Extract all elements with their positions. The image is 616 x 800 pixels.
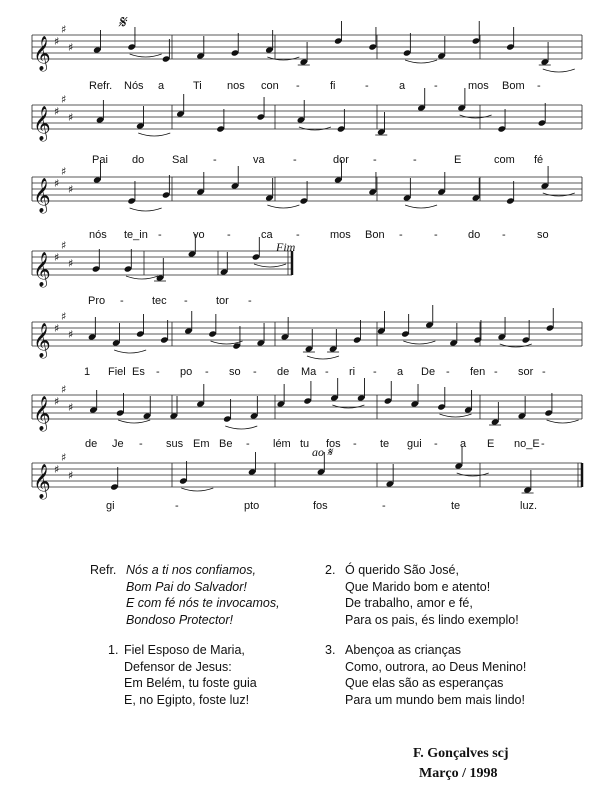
lyric-syllable: fos [326,438,341,450]
refrain-label: Refr. [90,563,117,577]
signature [413,744,509,784]
verse-line: Que Marido bom e atento! [345,579,491,594]
slur-mark [267,205,299,208]
lyric-syllable: - [502,229,506,241]
lyric-syllable: a [158,80,165,92]
lyric-syllable: fen [470,366,486,378]
lyric-syllable: de [85,438,98,450]
lyric-syllable: mos [468,80,489,92]
refrain-line: Bom Pai do Salvador! [126,579,247,594]
refrain-line: Nós a ti nos confiamos, [126,563,256,577]
treble-clef-icon: 𝄞 [33,252,51,287]
sharp-icon: ♯ [54,177,60,190]
lyric-syllable: - [139,438,143,450]
lyric-syllable: E [454,154,462,166]
treble-clef-icon: 𝄞 [33,323,51,358]
lyric-syllable: so [537,229,549,241]
lyric-syllable: do [132,154,145,166]
slur-mark [130,208,162,211]
lyric-syllable: sus [166,438,184,450]
lyric-syllable: ri [349,366,356,378]
lyric-syllable: - [205,366,209,378]
slur-mark [405,205,437,208]
slur-mark [254,264,286,267]
lyric-syllable: - [373,366,377,378]
slur-mark [225,426,257,429]
lyric-syllable: tu [300,438,310,450]
slur-mark [543,193,575,196]
lyric-syllable: - [156,366,160,378]
lyric-syllable: con [261,80,279,92]
refrain-line: Bondoso Protector! [126,612,234,627]
lyric-syllable: - [494,366,498,378]
treble-clef-icon: 𝄞 [33,396,51,431]
sharp-icon: ♯ [68,328,74,341]
slur-mark [405,60,437,63]
slur-mark [457,473,489,476]
verse-number: 1. [108,643,119,657]
dal-segno-marking: ao 𝄋 [312,445,333,459]
lyric-syllable: - [399,229,403,241]
sharp-icon: ♯ [68,41,74,54]
lyric-syllable: - [246,438,250,450]
sharp-icon: ♯ [54,105,60,118]
sharp-icon: ♯ [61,23,67,36]
segno-mark: 𝄋 [118,12,126,32]
lyric-syllable: gi [106,500,115,512]
lyric-syllable: Nós [124,80,144,92]
lyric-syllable: De [421,366,436,378]
treble-clef-icon: 𝄞 [33,178,51,213]
verse-line: Para os pais, és lindo exemplo! [345,612,519,627]
verse-lines [345,642,526,708]
lyric-syllable: Bom [502,80,525,92]
lyric-syllable: Sal [172,154,188,166]
verse-line: Defensor de Jesus: [124,659,232,674]
lyric-syllable: ca [261,229,273,241]
sharp-icon: ♯ [68,111,74,124]
lyric-syllable: luz. [520,500,538,512]
lyric-syllable: com [494,154,515,166]
lyric-syllable: - [296,80,300,92]
lyric-syllable: - [175,500,179,512]
lyric-syllable: - [365,80,369,92]
sharp-icon: ♯ [68,469,74,482]
lyric-syllable: de [277,366,290,378]
lyric-syllable: Es [132,366,145,378]
lyric-syllable: mos [330,229,351,241]
composition-date: Março / 1998 [419,766,498,781]
lyric-syllable: sor [518,366,534,378]
lyric-syllable: tor [216,295,229,307]
verse-line: Como, outrora, ao Deus Menino! [345,659,527,674]
author-name: F. Gonçalves scj [413,746,509,761]
lyric-syllable: so [229,366,241,378]
slur-mark [138,133,170,136]
lyric-syllable: - [413,154,417,166]
sharp-icon: ♯ [54,463,60,476]
fim-marking: Fim [276,240,296,254]
refrain-line: E com fé nós te invocamos, [126,596,280,610]
lyric-syllable: pto [244,500,260,512]
slur-mark [126,276,158,279]
lyric-syllable: - [434,438,438,450]
lyric-syllable: fé [534,154,544,166]
sharp-icon: ♯ [54,35,60,48]
lyric-syllable: nos [227,80,245,92]
sharp-icon: ♯ [54,395,60,408]
lyric-syllable: nós [89,229,107,241]
lyric-syllable: Ma [301,366,317,378]
slur-mark [500,344,532,347]
lyric-syllable: - [446,366,450,378]
lyric-syllable: - [253,366,257,378]
lyric-syllable: - [542,366,546,378]
verse-line: Fiel Esposo de Maria, [124,643,245,657]
slur-mark [181,488,213,491]
verse-line: Para um mundo bem mais lindo! [345,692,525,707]
lyric-syllable: te_in [124,229,148,241]
slur-mark [440,414,472,417]
lyric-syllable: - [293,154,297,166]
lyric-syllable: - [120,295,124,307]
verse-number: 2. [325,563,336,577]
lyric-syllable: po [180,366,193,378]
lyric-syllable: 1 [84,366,91,378]
lyric-syllable: - [373,154,377,166]
slur-mark [299,127,331,130]
lyric-syllable: tec [152,295,167,307]
verse-line: Que elas são as esperanças [345,676,504,690]
lyric-syllable: - [325,366,329,378]
sharp-icon: ♯ [61,165,67,178]
sharp-icon: ♯ [68,401,74,414]
verse-line: Abençoa as crianças [345,643,462,657]
lyric-syllable: Pro [88,295,106,307]
slur-mark [307,356,339,359]
lyric-syllable: Pai [92,154,108,166]
lyric-syllable: gui [407,438,422,450]
slur-mark [114,350,146,353]
lyric-syllable: - [158,229,162,241]
lyric-syllable: va [253,154,265,166]
verse-line: Ó querido São José, [345,563,459,577]
lyric-syllable: Ti [193,80,202,92]
lyric-syllable: no_E [514,438,540,450]
slur-mark [403,341,435,344]
treble-clef-icon: 𝄞 [33,36,51,71]
slur-mark [118,420,150,423]
lyric-syllable: a [399,80,406,92]
lyric-syllable: do [468,229,481,241]
verse-lines [345,562,519,628]
sharp-icon: ♯ [68,257,74,270]
slur-mark [543,69,575,72]
lyric-syllable: Be [219,438,233,450]
slur-mark [267,57,299,60]
lyric-syllable: Fiel [108,366,126,378]
lyric-syllable: Em [193,438,210,450]
sharp-icon: ♯ [61,310,67,323]
lyric-syllable: vo [193,229,205,241]
lyric-syllable: lém [273,438,291,450]
lyric-syllable: fos [313,500,328,512]
lyric-syllable: Refr. [89,80,113,92]
lyric-syllable: - [227,229,231,241]
lyric-syllable: te [451,500,461,512]
lyric-syllable: - [382,500,386,512]
lyric-syllable: - [537,80,541,92]
lyric-syllable: - [434,80,438,92]
sharp-icon: ♯ [61,93,67,106]
sharp-icon: ♯ [54,251,60,264]
lyric-syllable: - [353,438,357,450]
treble-clef-icon: 𝄞 [33,106,51,141]
lyric-syllable: a [397,366,404,378]
sharp-icon: ♯ [61,451,67,464]
lyric-syllable: - [296,229,300,241]
sharp-icon: ♯ [61,383,67,396]
sharp-icon: ♯ [68,183,74,196]
verse-line: Em Belém, tu foste guia [124,676,257,690]
lyric-syllable: - [541,438,545,450]
refrain-lines [126,562,280,628]
slur-mark [332,405,364,408]
lyric-syllable: - [184,295,188,307]
lyric-syllable: Je [112,438,124,450]
lyric-syllable: a [460,438,467,450]
verse-lines [124,642,257,708]
lyric-syllable: - [213,154,217,166]
lyric-syllable: fi [330,80,336,92]
lyric-syllable: - [434,229,438,241]
lyric-syllable: dor [333,154,349,166]
lyric-syllable: Bon [365,229,385,241]
sharp-icon: ♯ [61,239,67,252]
slur-mark [547,420,579,423]
treble-clef-icon: 𝄞 [33,464,51,499]
slur-mark [460,115,492,118]
verse-line: E, no Egipto, foste luz! [124,692,250,707]
slur-mark [130,54,162,57]
verse-line: De trabalho, amor e fé, [345,596,473,610]
lyric-syllable: te [380,438,390,450]
lyric-syllable: - [248,295,252,307]
verse-number: 3. [325,643,336,657]
sharp-icon: ♯ [54,322,60,335]
lyric-syllable: E [487,438,495,450]
